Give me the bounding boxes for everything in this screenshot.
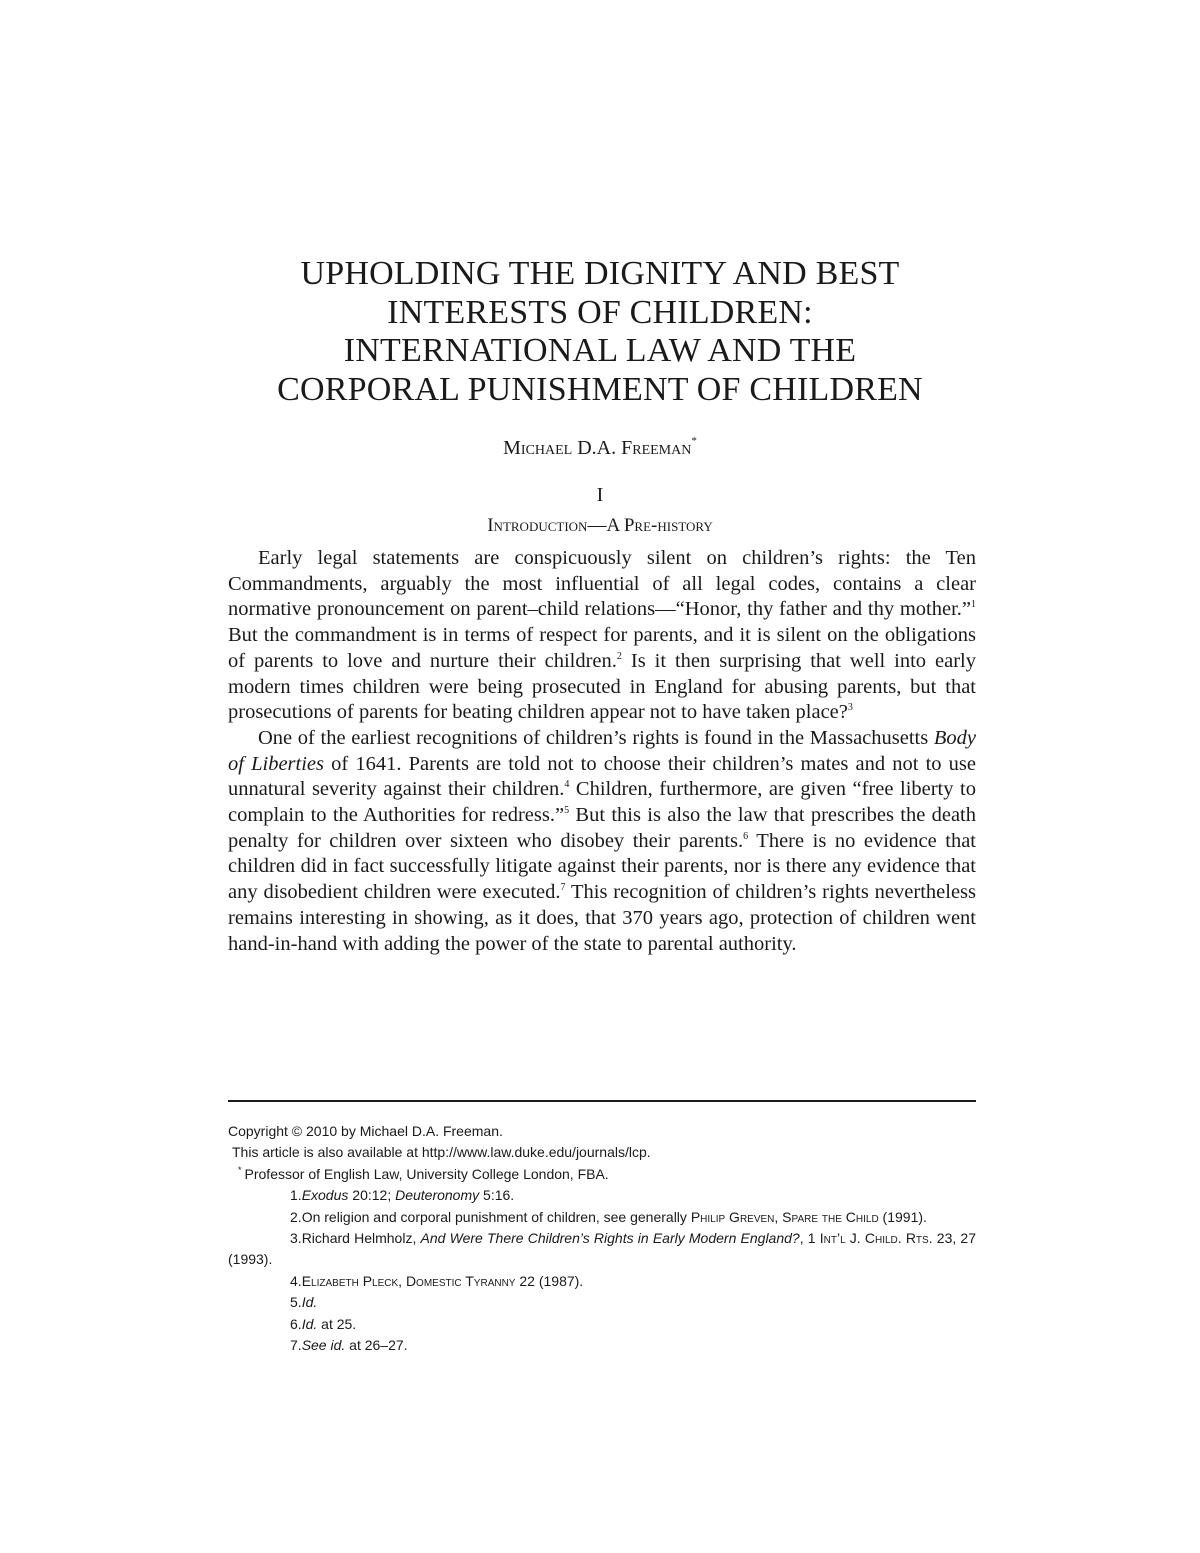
- footnote-2: 2.On religion and corporal punishment of children, see generally Philip Greven, Spare the Child (1991).: [290, 1208, 927, 1225]
- author-byline: [200, 436, 1000, 460]
- footnote-divider: [228, 1100, 976, 1102]
- footnote-5: 5.Id.: [290, 1294, 318, 1311]
- footnote-ref: 6: [743, 830, 749, 842]
- footnote-3: 3.Richard Helmholz, And Were There Children’s Rights in Early Modern England?, 1 Int’l J. Child. Rts. 23, 27 (1993).: [228, 1230, 976, 1268]
- title-line: CORPORAL PUNISHMENT OF CHILDREN: [277, 370, 923, 408]
- title-line: UPHOLDING THE DIGNITY AND BEST: [300, 255, 900, 292]
- title-line: INTERNATIONAL LAW AND THE: [343, 332, 857, 369]
- paragraph: Early legal statements are conspicuously silent on children’s rights: the Ten Commandments, arguably the most influential of all legal codes, contains a clear normative pronouncement on parent–child relations—“Honor, thy father and thy mother.”$^1$ But the commandment is in terms of respect for parents, and it is silent on the obligations of parents to love and nurture their children.$^2$ Is it then surprising that well into early modern times children were being prosecuted in England for abusing parents, but that prosecutions of parents for beating children appear not to have taken place?$^3$: [228, 547, 976, 724]
- author-footnote-mark: *: [691, 435, 697, 447]
- footnote-1: 1.Exodus 20:12; Deuteronomy 5:16.: [290, 1187, 515, 1204]
- footnote-6: 6.Id. at 25.: [290, 1315, 357, 1332]
- footnote-ref: 7: [560, 882, 566, 894]
- author-name: Michael D.A. Freeman: [503, 437, 692, 459]
- section-number: I: [596, 484, 604, 506]
- availability-text: This article is also available at http://www.law.duke.edu/journals/lcp.: [232, 1144, 651, 1161]
- paragraph: One of the earliest recognitions of children’s rights is found in the Massachusetts Body of Liberties of 1641. Parents are told not to choose their children’s mates and not to use unnatural severity against their children.$^4$ Children, furthermore, are given “free liberty to complain to the Authorities for redress.”$^5$ But this is also the law that prescribes the death penalty for children over sixteen who disobey their parents.$^6$ There is no evidence that children did in fact successfully litigate against their parents, nor is there any evidence that any disobedient children were executed.$^7$ This recognition of children’s rights nevertheless remains interesting in showing, as it does, that 370 years ago, protection of children went hand-in-hand with adding the power of the state to parental authority.: [228, 726, 976, 955]
- section-title: Introduction—A Pre-history: [487, 515, 713, 536]
- footnote-ref: 4: [564, 779, 570, 791]
- title-line: INTERESTS OF CHILDREN:: [387, 293, 813, 331]
- body-text: [228, 546, 976, 957]
- footnote-ref: 5: [564, 805, 570, 817]
- footnote-ref: 1: [971, 599, 976, 611]
- footnotes: [228, 1121, 976, 1356]
- footnote-7: 7.See id. at 26–27.: [290, 1337, 408, 1354]
- author-footnote: * Professor of English Law, University College London, FBA.: [238, 1164, 609, 1182]
- footnote-4: 4.Elizabeth Pleck, Domestic Tyranny 22 (1987).: [290, 1272, 584, 1289]
- footnote-ref: 3: [847, 702, 853, 714]
- availability-notice: [228, 1142, 976, 1163]
- footnote-mark: *: [238, 1164, 242, 1175]
- footnote-ref: 2: [616, 650, 622, 662]
- article-title: [200, 255, 1000, 409]
- copyright-notice: Copyright © 2010 by Michael D.A. Freeman.: [228, 1123, 503, 1139]
